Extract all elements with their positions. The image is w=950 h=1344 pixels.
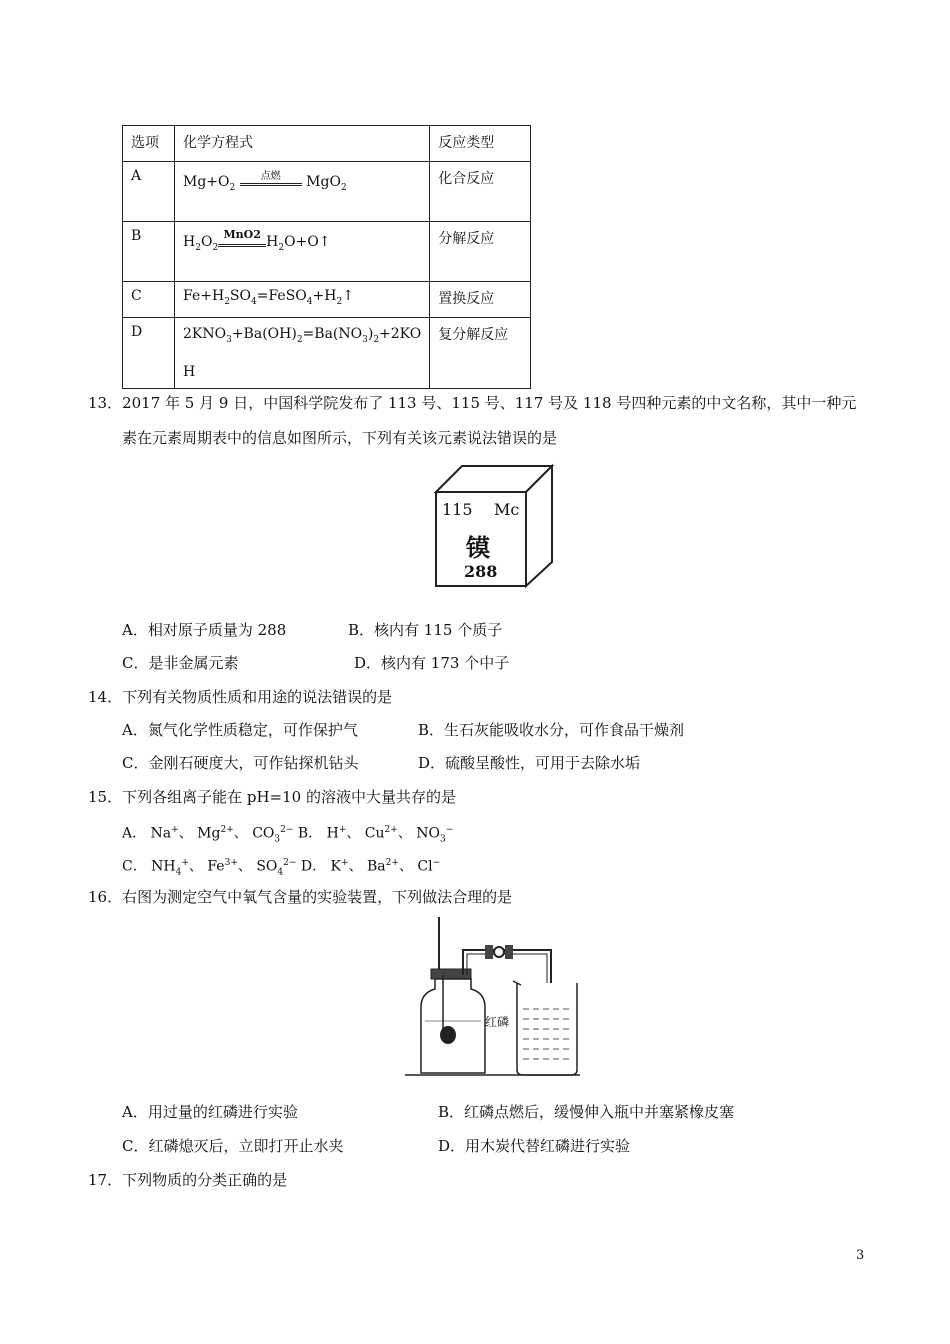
q16-option-d: D．用木炭代替红磷进行实验 — [438, 1137, 631, 1155]
table-header-row — [123, 126, 531, 162]
q14-option-a: A．氮气化学性质稳定，可作保护气 — [122, 721, 358, 739]
reaction-table — [122, 125, 531, 389]
row-option: B — [123, 222, 175, 282]
q13-option-d: D．核内有 173 个中子 — [354, 654, 510, 672]
q16-option-c: C．红磷熄灭后，立即打开止水夹 — [122, 1137, 344, 1155]
q15-options-row1: A． Na+、 $Mg^{2+}$、 $CO_3^{2-}$ B． H+、 $Cu^{2+}$、 $NO_3^-$ — [122, 825, 454, 845]
row-equation: $Fe+H_2SO_4=FeSO_4+H_2↑$ — [175, 282, 430, 318]
element-tile-figure — [432, 462, 558, 590]
row-equation: $H_2O_2MnO2$ $H_2O+O↑$ — [175, 222, 430, 282]
q15-stem: 15．下列各组离子能在 pH=10 的溶液中大量共存的是 — [88, 788, 456, 806]
table-row — [123, 162, 531, 222]
table-row — [123, 318, 531, 389]
row-type: 化合反应 — [430, 162, 531, 222]
atomic-mass: 288 — [464, 562, 498, 581]
q13-option-b: B．核内有 115 个质子 — [348, 621, 503, 639]
oxygen-experiment-figure — [405, 915, 580, 1085]
q16-option-b: B．红磷点燃后，缓慢伸入瓶中并塞紧橡皮塞 — [438, 1103, 735, 1121]
catalyst-label: MnO2 — [218, 228, 266, 241]
element-name: 镆 — [466, 533, 490, 562]
row-type: 置换反应 — [430, 282, 531, 318]
row-type: 复分解反应 — [430, 318, 531, 389]
q13-option-c: C．是非金属元素 — [122, 654, 239, 672]
row-equation: $Mg+O_2$ 点燃 MgO$_2$ — [175, 162, 430, 222]
header-equation: 化学方程式 — [175, 126, 430, 162]
q13-stem-line2: 素在元素周期表中的信息如图所示，下列有关该元素说法错误的是 — [122, 429, 558, 447]
q16-option-a: A．用过量的红磷进行实验 — [122, 1103, 298, 1121]
q15-options-row2: C． $NH_4^+$、 $Fe^{3+}$、 $SO_4^{2-}$ D． K+、 $Ba^{2+}$、 Cl− — [122, 858, 441, 878]
row-equation: $2KNO_3+Ba(OH)_2=Ba(NO_3)_2+2KO$ H — [175, 318, 430, 389]
apparatus-drawing — [405, 915, 580, 1085]
row-option: C — [123, 282, 175, 318]
q13-option-a: A．相对原子质量为 288 — [122, 621, 287, 639]
q14-option-d: D．硫酸呈酸性，可用于去除水垢 — [418, 754, 641, 772]
header-type: 反应类型 — [430, 126, 531, 162]
q14-option-c: C．金刚石硬度大，可作钻探机钻头 — [122, 754, 359, 772]
row-option: A — [123, 162, 175, 222]
q14-stem: 14．下列有关物质性质和用途的说法错误的是 — [88, 688, 393, 706]
red-phosphorus-label: 红磷 — [485, 1015, 510, 1029]
q17-stem: 17．下列物质的分类正确的是 — [88, 1171, 288, 1189]
reaction-condition: 点燃 — [240, 167, 302, 182]
atomic-number: 115 — [442, 500, 473, 519]
element-symbol: Mc — [494, 500, 520, 519]
header-option: 选项 — [123, 126, 175, 162]
table-row — [123, 282, 531, 318]
q13-stem-line1: 13．2017 年 5 月 9 日，中国科学院发布了 113 号、115 号、117 号及 118 号四种元素的中文名称，其中一种元 — [88, 394, 857, 412]
page-number: 3 — [856, 1248, 865, 1263]
row-option: D — [123, 318, 175, 389]
table-row — [123, 222, 531, 282]
row-type: 分解反应 — [430, 222, 531, 282]
q16-stem: 16．右图为测定空气中氧气含量的实验装置，下列做法合理的是 — [88, 888, 513, 906]
q14-option-b: B．生石灰能吸收水分，可作食品干燥剂 — [418, 721, 685, 739]
